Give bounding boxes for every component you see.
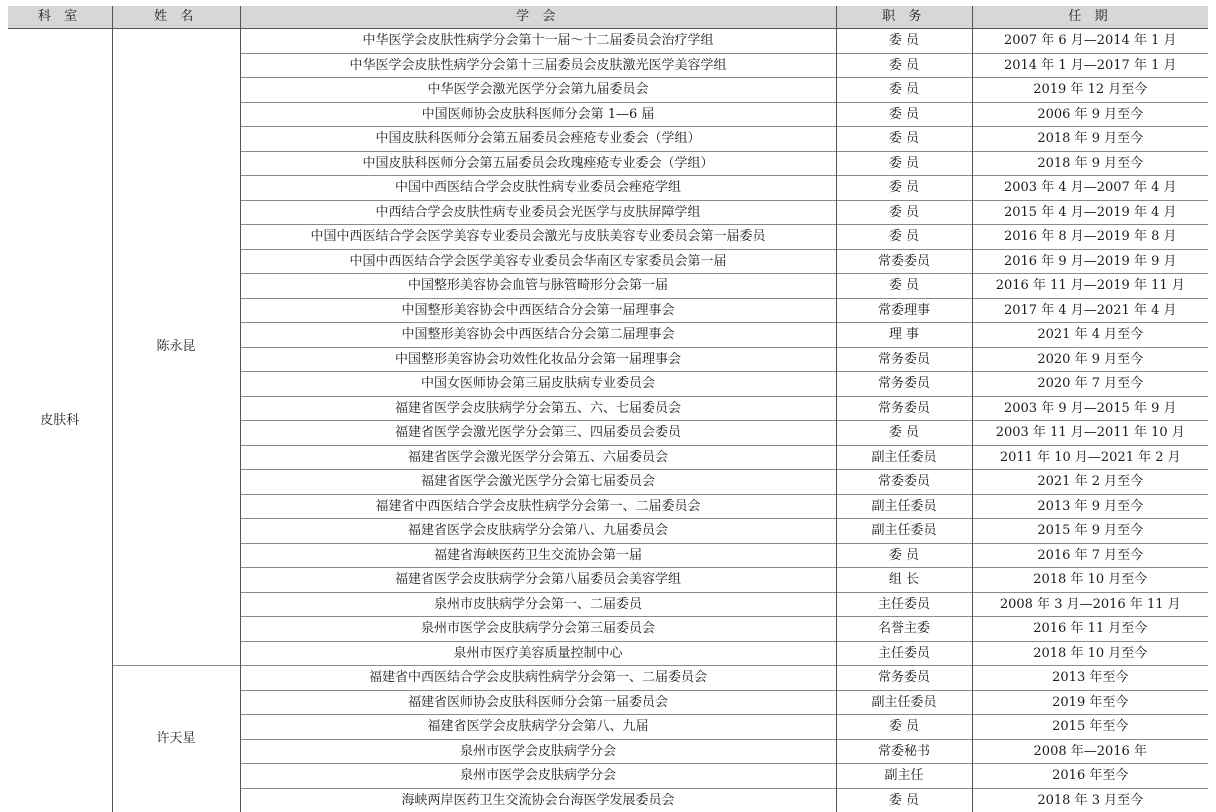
role-cell: 常务委员 <box>836 396 972 421</box>
term-cell: 2013 年至今 <box>972 666 1208 691</box>
term-cell: 2003 年 11 月—2011 年 10 月 <box>972 421 1208 446</box>
term-cell: 2016 年 7 月至今 <box>972 543 1208 568</box>
term-cell: 2020 年 9 月至今 <box>972 347 1208 372</box>
person-name-cell: 陈永昆 <box>112 29 240 666</box>
role-cell: 主任委员 <box>836 592 972 617</box>
term-cell: 2015 年 9 月至今 <box>972 519 1208 544</box>
society-cell: 福建省医学会激光医学分会第七届委员会 <box>240 470 836 495</box>
term-cell: 2008 年—2016 年 <box>972 739 1208 764</box>
role-cell: 副主任委员 <box>836 445 972 470</box>
table-row <box>8 29 1208 54</box>
society-cell: 泉州市医疗美容质量控制中心 <box>240 641 836 666</box>
role-cell: 委 员 <box>836 29 972 54</box>
role-cell: 副主任委员 <box>836 690 972 715</box>
person-name-cell: 许天星 <box>112 666 240 812</box>
term-cell: 2013 年 9 月至今 <box>972 494 1208 519</box>
table-body <box>8 29 1208 812</box>
header-role: 职 务 <box>836 6 972 29</box>
role-cell: 委 员 <box>836 127 972 152</box>
society-cell: 福建省医学会皮肤病学分会第五、六、七届委员会 <box>240 396 836 421</box>
term-cell: 2021 年 4 月至今 <box>972 323 1208 348</box>
society-cell: 中华医学会激光医学分会第九届委员会 <box>240 78 836 103</box>
role-cell: 委 员 <box>836 151 972 176</box>
term-cell: 2011 年 10 月—2021 年 2 月 <box>972 445 1208 470</box>
term-cell: 2015 年至今 <box>972 715 1208 740</box>
term-cell: 2016 年 8 月—2019 年 8 月 <box>972 225 1208 250</box>
role-cell: 副主任委员 <box>836 519 972 544</box>
society-cell: 中华医学会皮肤性病学分会第十一届～十二届委员会治疗学组 <box>240 29 836 54</box>
role-cell: 副主任 <box>836 764 972 789</box>
membership-table <box>8 6 1208 812</box>
term-cell: 2015 年 4 月—2019 年 4 月 <box>972 200 1208 225</box>
role-cell: 常委委员 <box>836 249 972 274</box>
society-cell: 福建省医学会皮肤病学分会第八、九届委员会 <box>240 519 836 544</box>
term-cell: 2020 年 7 月至今 <box>972 372 1208 397</box>
term-cell: 2021 年 2 月至今 <box>972 470 1208 495</box>
role-cell: 委 员 <box>836 53 972 78</box>
society-cell: 中国中西医结合学会医学美容专业委员会激光与皮肤美容专业委员会第一届委员 <box>240 225 836 250</box>
role-cell: 理 事 <box>836 323 972 348</box>
role-cell: 常务委员 <box>836 372 972 397</box>
header-name: 姓 名 <box>112 6 240 29</box>
role-cell: 委 员 <box>836 421 972 446</box>
header-term: 任 期 <box>972 6 1208 29</box>
society-cell: 泉州市医学会皮肤病学分会 <box>240 764 836 789</box>
society-cell: 泉州市医学会皮肤病学分会第三届委员会 <box>240 617 836 642</box>
role-cell: 委 员 <box>836 225 972 250</box>
society-cell: 福建省中西医结合学会皮肤性病学分会第一、二届委员会 <box>240 494 836 519</box>
term-cell: 2017 年 4 月—2021 年 4 月 <box>972 298 1208 323</box>
role-cell: 常委秘书 <box>836 739 972 764</box>
term-cell: 2006 年 9 月至今 <box>972 102 1208 127</box>
term-cell: 2003 年 4 月—2007 年 4 月 <box>972 176 1208 201</box>
role-cell: 委 员 <box>836 102 972 127</box>
society-cell: 福建省医学会皮肤病学分会第八、九届 <box>240 715 836 740</box>
term-cell: 2014 年 1 月—2017 年 1 月 <box>972 53 1208 78</box>
role-cell: 常务委员 <box>836 347 972 372</box>
society-cell: 中国女医师协会第三届皮肤病专业委员会 <box>240 372 836 397</box>
term-cell: 2003 年 9 月—2015 年 9 月 <box>972 396 1208 421</box>
department-cell: 皮肤科 <box>8 29 112 812</box>
society-cell: 中国皮肤科医师分会第五届委员会玫瑰痤疮专业委会（学组） <box>240 151 836 176</box>
term-cell: 2018 年 3 月至今 <box>972 788 1208 812</box>
society-cell: 福建省医学会皮肤病学分会第八届委员会美容学组 <box>240 568 836 593</box>
role-cell: 常委理事 <box>836 298 972 323</box>
society-cell: 中华医学会皮肤性病学分会第十三届委员会皮肤激光医学美容学组 <box>240 53 836 78</box>
society-cell: 中国整形美容协会血管与脉管畸形分会第一届 <box>240 274 836 299</box>
term-cell: 2008 年 3 月—2016 年 11 月 <box>972 592 1208 617</box>
header-society: 学 会 <box>240 6 836 29</box>
table-row <box>8 666 1208 691</box>
table-header-row <box>8 6 1208 29</box>
society-cell: 福建省医学会激光医学分会第五、六届委员会 <box>240 445 836 470</box>
term-cell: 2018 年 10 月至今 <box>972 568 1208 593</box>
society-cell: 中西结合学会皮肤性病专业委员会光医学与皮肤屏障学组 <box>240 200 836 225</box>
society-cell: 福建省中西医结合学会皮肤病性病学分会第一、二届委员会 <box>240 666 836 691</box>
role-cell: 委 员 <box>836 788 972 812</box>
society-cell: 泉州市皮肤病学分会第一、二届委员 <box>240 592 836 617</box>
term-cell: 2007 年 6 月—2014 年 1 月 <box>972 29 1208 54</box>
society-cell: 中国医师协会皮肤科医师分会第 1—6 届 <box>240 102 836 127</box>
role-cell: 主任委员 <box>836 641 972 666</box>
term-cell: 2016 年 11 月至今 <box>972 617 1208 642</box>
role-cell: 委 员 <box>836 176 972 201</box>
society-cell: 福建省医学会激光医学分会第三、四届委员会委员 <box>240 421 836 446</box>
society-cell: 福建省医师协会皮肤科医师分会第一届委员会 <box>240 690 836 715</box>
role-cell: 委 员 <box>836 274 972 299</box>
term-cell: 2018 年 9 月至今 <box>972 127 1208 152</box>
role-cell: 委 员 <box>836 200 972 225</box>
term-cell: 2019 年至今 <box>972 690 1208 715</box>
term-cell: 2019 年 12 月至今 <box>972 78 1208 103</box>
society-cell: 中国皮肤科医师分会第五届委员会痤疮专业委会（学组） <box>240 127 836 152</box>
society-cell: 中国中西医结合学会皮肤性病专业委员会痤疮学组 <box>240 176 836 201</box>
society-cell: 福建省海峡医药卫生交流协会第一届 <box>240 543 836 568</box>
header-department: 科 室 <box>8 6 112 29</box>
role-cell: 组 长 <box>836 568 972 593</box>
society-cell: 中国整形美容协会中西医结合分会第二届理事会 <box>240 323 836 348</box>
society-cell: 中国整形美容协会中西医结合分会第一届理事会 <box>240 298 836 323</box>
society-cell: 中国中西医结合学会医学美容专业委员会华南区专家委员会第一届 <box>240 249 836 274</box>
role-cell: 委 员 <box>836 543 972 568</box>
term-cell: 2016 年 11 月—2019 年 11 月 <box>972 274 1208 299</box>
role-cell: 名誉主委 <box>836 617 972 642</box>
membership-table-container <box>8 6 1208 812</box>
term-cell: 2016 年至今 <box>972 764 1208 789</box>
term-cell: 2016 年 9 月—2019 年 9 月 <box>972 249 1208 274</box>
society-cell: 海峡两岸医药卫生交流协会台海医学发展委员会 <box>240 788 836 812</box>
society-cell: 泉州市医学会皮肤病学分会 <box>240 739 836 764</box>
term-cell: 2018 年 10 月至今 <box>972 641 1208 666</box>
role-cell: 委 员 <box>836 78 972 103</box>
role-cell: 委 员 <box>836 715 972 740</box>
term-cell: 2018 年 9 月至今 <box>972 151 1208 176</box>
society-cell: 中国整形美容协会功效性化妆品分会第一届理事会 <box>240 347 836 372</box>
role-cell: 常务委员 <box>836 666 972 691</box>
role-cell: 常委委员 <box>836 470 972 495</box>
role-cell: 副主任委员 <box>836 494 972 519</box>
